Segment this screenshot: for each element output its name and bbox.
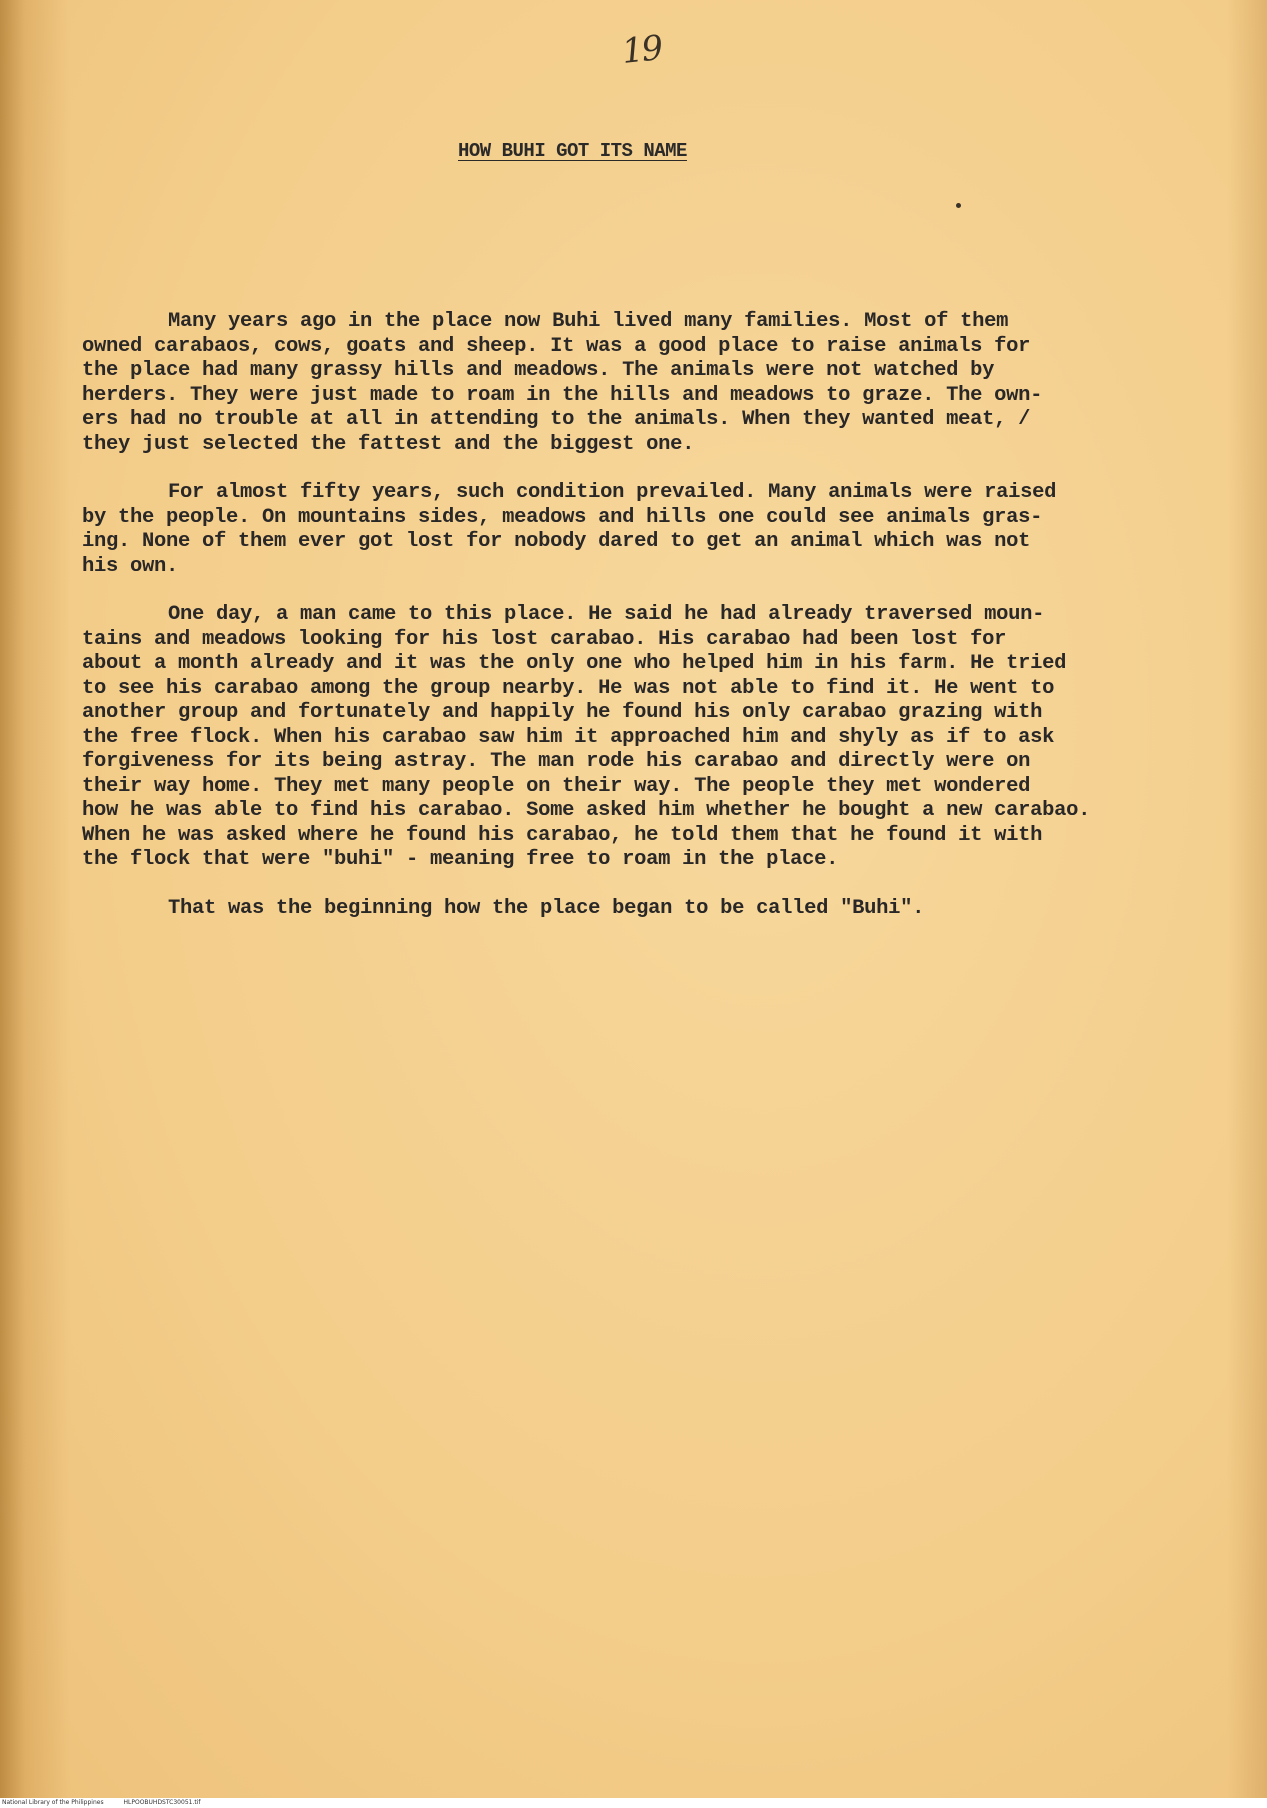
text-line: about a month already and it was the only one who helped him in his farm. He tried	[82, 652, 1067, 675]
footer-file-id: HLPOOBUHDSTC30051.tif	[123, 1799, 201, 1806]
ink-spot	[956, 203, 961, 208]
text-line: to see his carabao among the group nearby. He was not able to find it. He went to	[82, 676, 1055, 700]
text-line: tains and meadows looking for his lost carabao. His carabao had been lost for	[82, 627, 1007, 651]
text-line: another group and fortunately and happily he found his only carabao grazing with	[82, 701, 1043, 724]
paragraph-3	[82, 603, 1232, 873]
paragraph-1	[82, 310, 1232, 457]
text-line: by the people. On mountains sides, meadows and hills one could see animals gras-	[82, 505, 1043, 529]
scan-footer	[0, 1798, 1267, 1808]
document-title: HOW BUHI GOT ITS NAME	[458, 140, 687, 162]
text-line: One day, a man came to this place. He said he had already traversed moun-	[168, 603, 1045, 626]
text-line: his own.	[82, 554, 179, 578]
paragraph-4	[82, 897, 1232, 922]
text-line: the free flock. When his carabao saw him it approached him and shyly as if to ask	[82, 725, 1055, 749]
footer-institution: National Library of the Philippines	[2, 1799, 104, 1806]
text-line: herders. They were just made to roam in the hills and meadows to graze. The own-	[82, 383, 1043, 407]
text-line: ing. None of them ever got lost for nobody dared to get an animal which was not	[82, 530, 1031, 553]
text-line: how he was able to find his carabao. Some asked him whether he bought a new carabao.	[82, 799, 1091, 822]
text-line: When he was asked where he found his carabao, he told them that he found it with	[82, 823, 1043, 847]
text-line: ers had no trouble at all in attending to the animals. When they wanted meat, /	[82, 408, 1031, 431]
text-line: That was the beginning how the place began to be called "Buhi".	[168, 896, 925, 920]
text-line: owned carabaos, cows, goats and sheep. It was a good place to raise animals for	[82, 334, 1031, 358]
text-line: For almost fifty years, such condition prevailed. Many animals were raised	[168, 481, 1057, 504]
page-number: 19	[620, 28, 664, 72]
text-line: they just selected the fattest and the biggest one.	[82, 432, 695, 456]
text-line: the flock that were "buhi" - meaning free to roam in the place.	[82, 848, 839, 871]
text-line: the place had many grassy hills and meadows. The animals were not watched by	[82, 359, 995, 382]
paragraph-2	[82, 481, 1232, 579]
text-line: Many years ago in the place now Buhi lived many families. Most of them	[168, 310, 1009, 333]
document-body	[82, 310, 1232, 945]
text-line: their way home. They met many people on their way. The people they met wondered	[82, 774, 1031, 798]
text-line: forgiveness for its being astray. The man rode his carabao and directly were on	[82, 750, 1031, 773]
